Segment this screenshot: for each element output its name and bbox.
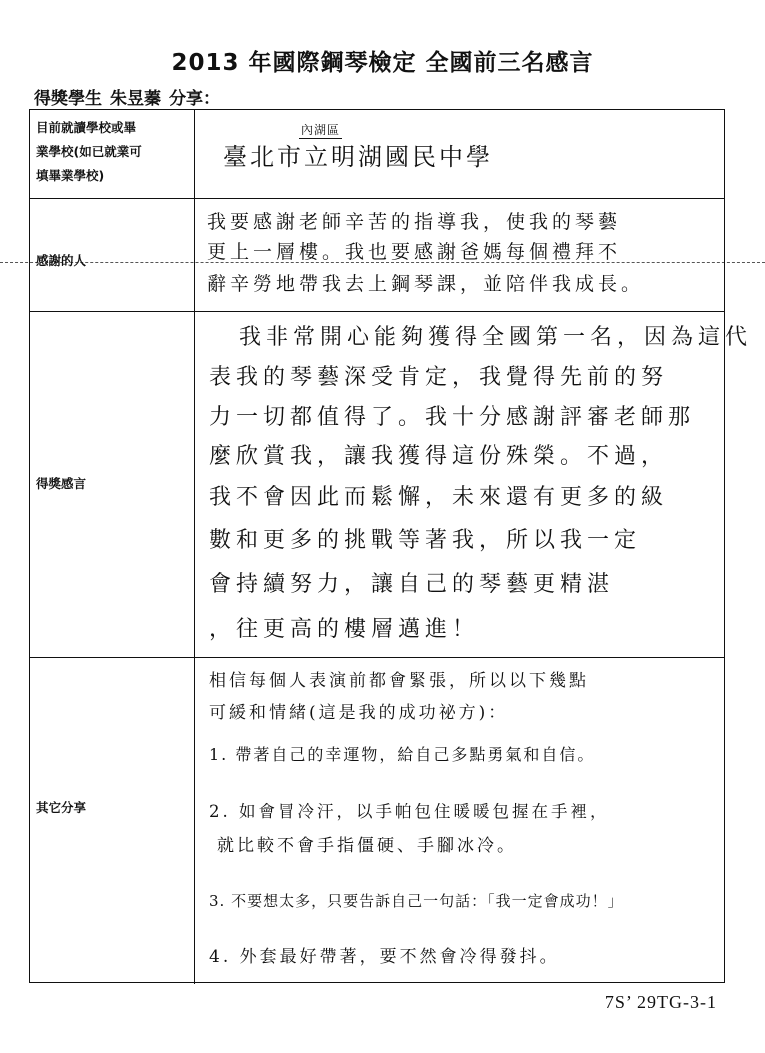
school-label-line-3: 填畢業學校) xyxy=(36,168,105,183)
speech-label xyxy=(30,312,195,657)
speech-line-3: 力一切都值得了。我十分感謝評審老師那 xyxy=(209,405,696,430)
document-title: 2013 年國際鋼琴檢定 全國前三名感言 xyxy=(171,50,594,76)
student-label: 得獎學生 xyxy=(34,89,102,109)
thanks-label-text: 感謝的人 xyxy=(36,253,87,268)
other-line-5: 就比較不會手指僵硬、手腳冰冷。 xyxy=(217,836,517,856)
thanks-label xyxy=(30,199,195,311)
school-name: 臺北市立明湖國民中學 xyxy=(223,143,493,171)
other-row xyxy=(30,658,724,984)
other-line-3: 1. 帶著自己的幸運物，給自己多點勇氣和自信。 xyxy=(209,745,596,764)
feedback-form xyxy=(29,109,753,983)
school-row xyxy=(30,110,724,199)
other-line-7: 4. 外套最好帶著，要不然會冷得發抖。 xyxy=(209,947,560,967)
school-content xyxy=(195,110,724,198)
footer-code: 7S’ 29TG-3-1 xyxy=(604,992,717,1012)
other-label xyxy=(30,658,195,984)
other-line-2: 可緩和情緒(這是我的成功祕方)： xyxy=(209,703,509,723)
thanks-line-1: 我要感謝老師辛苦的指導我，使我的琴藝 xyxy=(207,211,622,233)
other-line-4: 2. 如會冒冷汗，以手帕包住暖暖包握在手裡， xyxy=(209,802,610,821)
thanks-row xyxy=(30,199,724,312)
speech-line-2: 表我的琴藝深受肯定，我覺得先前的努 xyxy=(209,365,669,390)
speech-line-1: 我非常開心能夠獲得全國第一名，因為這代 xyxy=(239,325,753,350)
student-line xyxy=(34,84,220,109)
speech-row xyxy=(30,312,753,658)
speech-line-7: 會持續努力，讓自己的琴藝更精湛 xyxy=(209,572,615,597)
thanks-line-2: 更上一層樓。我也要感謝爸媽每個禮拜不 xyxy=(207,241,622,263)
speech-line-4: 麼欣賞我，讓我獲得這份殊榮。不過， xyxy=(209,444,669,469)
other-line-6: 3. 不要想太多，只要告訴自己一句話：「我一定會成功！」 xyxy=(209,892,624,910)
student-name: 朱昱蓁 xyxy=(110,89,161,109)
speech-content xyxy=(195,312,753,657)
other-content xyxy=(195,658,724,984)
other-label-text: 其它分享 xyxy=(36,800,87,815)
speech-line-8: ，往更高的樓層邁進！ xyxy=(209,617,480,642)
school-label xyxy=(30,110,195,198)
speech-line-5: 我不會因此而鬆懈，未來還有更多的級 xyxy=(209,485,669,510)
other-line-1: 相信每個人表演前都會緊張，所以以下幾點 xyxy=(209,671,589,691)
school-label-line-1: 目前就讀學校或畢 xyxy=(36,120,137,135)
speech-line-6: 數和更多的挑戰等著我，所以我一定 xyxy=(209,528,642,553)
district-note: 內湖區 xyxy=(301,123,341,137)
thanks-line-3: 辭辛勞地帶我去上鋼琴課，並陪伴我成長。 xyxy=(207,273,645,295)
school-label-line-2: 業學校(如已就業可 xyxy=(36,144,142,159)
student-suffix: 分享： xyxy=(169,89,220,109)
speech-label-text: 得獎感言 xyxy=(36,476,87,491)
thanks-content xyxy=(195,199,724,311)
